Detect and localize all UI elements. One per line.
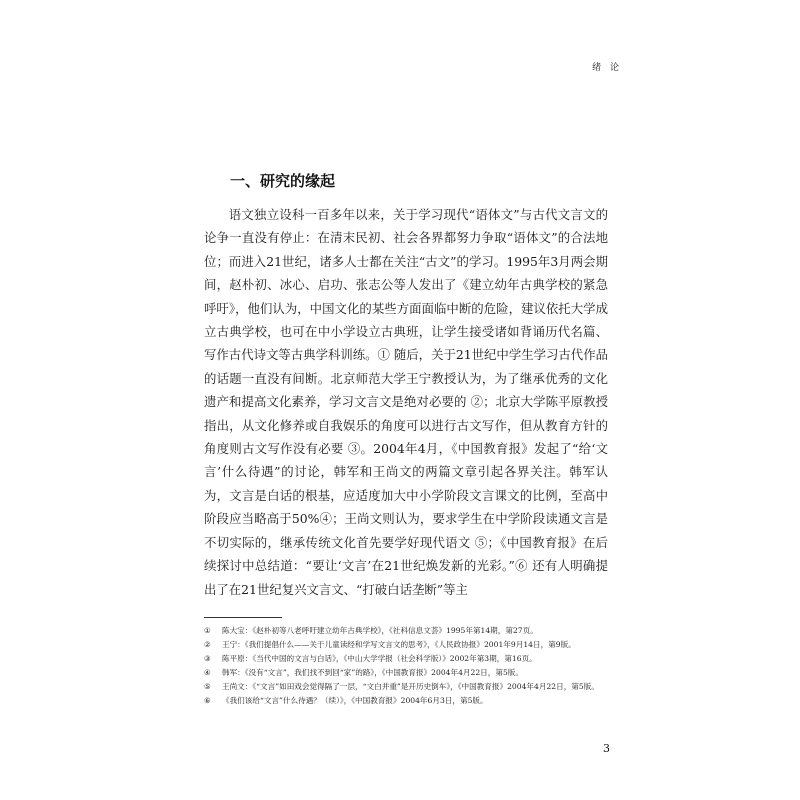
section-title: 一、研究的缘起 [230, 172, 336, 190]
running-header: 绪 论 [592, 63, 622, 73]
footnote-text: 韩军：《没有“文言”，我们找不到回“家”的路》，《中国教育报》2004年4月22日，第5版。 [222, 668, 523, 678]
footnote-1 [204, 624, 624, 638]
footnote-marker: ① [204, 626, 211, 635]
body-text [204, 203, 608, 601]
body-paragraph: 语文独立设科一百多年以来，关于学习现代“语体文”与古代文言文的论争一直没有停止：在清末民初、社会各界都努力争取“语体文”的合法地位；而进入21世纪，诸多人士都在关注“古文”的学习。1995年3月两会期间，赵朴初、冰心、启功、张志公等人发出了《建立幼年古典学校的紧急呼吁》，他们认为，中国文化的某些方面面临中断的危险，建议依托大学成立古典学校，也可在中小学设立古典班，让学生接受诸如背诵历代名篇、写作古代诗文等古典学科训练。① 随后，关于21世纪中学生学习古代作品的话题一直没有间断。北京师范大学王宁教授认为，为了继承优秀的文化遗产和提高文化素养，学习文言文是绝对必要的 ②；北京大学陈平原教授指出，从文化修养或自我娱乐的角度可以进行古文写作，但从教育方针的角度则古文写作没有必要 ③。2004年4月，《中国教育报》发起了“给‘文言’什么待遇”的讨论，韩军和王尚文的两篇文章引起各界关注。韩军认为，文言是白话的根基，应适度加大中小学阶段文言课文的比例，至高中阶段应当略高于50%④；王尚文则认为，要求学生在中学阶段读通文言是不切实际的，继承传统文化首先要学好现代语文 ⑤；《中国教育报》在后续探讨中总结道：“要让‘文言’在21世纪焕发新的光彩。”⑥ 还有人明确提出了在21世纪复兴文言文、“打破白话垄断”等主 [204, 207, 608, 597]
page-number: 3 [603, 742, 610, 755]
footnote-marker: ③ [204, 654, 211, 664]
footnote-divider [204, 617, 282, 618]
footnote-text: 陈大宝：《赵朴初等八老呼吁建立幼年古典学校》，《社科信息文荟》1995年第14期，第27页。 [222, 626, 538, 635]
footnote-4 [204, 666, 624, 680]
footnote-marker: ④ [204, 668, 211, 678]
footnote-marker: ⑤ [204, 682, 211, 692]
footnote-marker: ② [204, 640, 211, 650]
footnotes [204, 624, 624, 709]
footnote-3 [204, 652, 624, 666]
footnote-6 [204, 694, 624, 708]
footnote-text: 《我们该给“文言”什么待遇？（续）》，《中国教育报》2004年6月3日，第5版。 [222, 696, 488, 706]
footnote-marker: ⑥ [204, 696, 211, 706]
footnote-text: 王宁：《我们提倡什么——关于儿童读经和学写文言文的思考》，《人民政协报》2001年9月14日，第9版。 [222, 640, 576, 650]
footnote-5 [204, 680, 624, 694]
footnote-text: 陈平原：《当代中国的文言与白话》，《中山大学学报（社会科学版）》2002年第3期，第16页。 [222, 654, 537, 664]
footnote-2 [204, 638, 624, 652]
footnote-text: 王尚文：《“文言”如田戏会觉得隔了一层，“文白并重”是开历史倒车》，《中国教育报》2004年4月22日，第5版。 [222, 682, 599, 692]
